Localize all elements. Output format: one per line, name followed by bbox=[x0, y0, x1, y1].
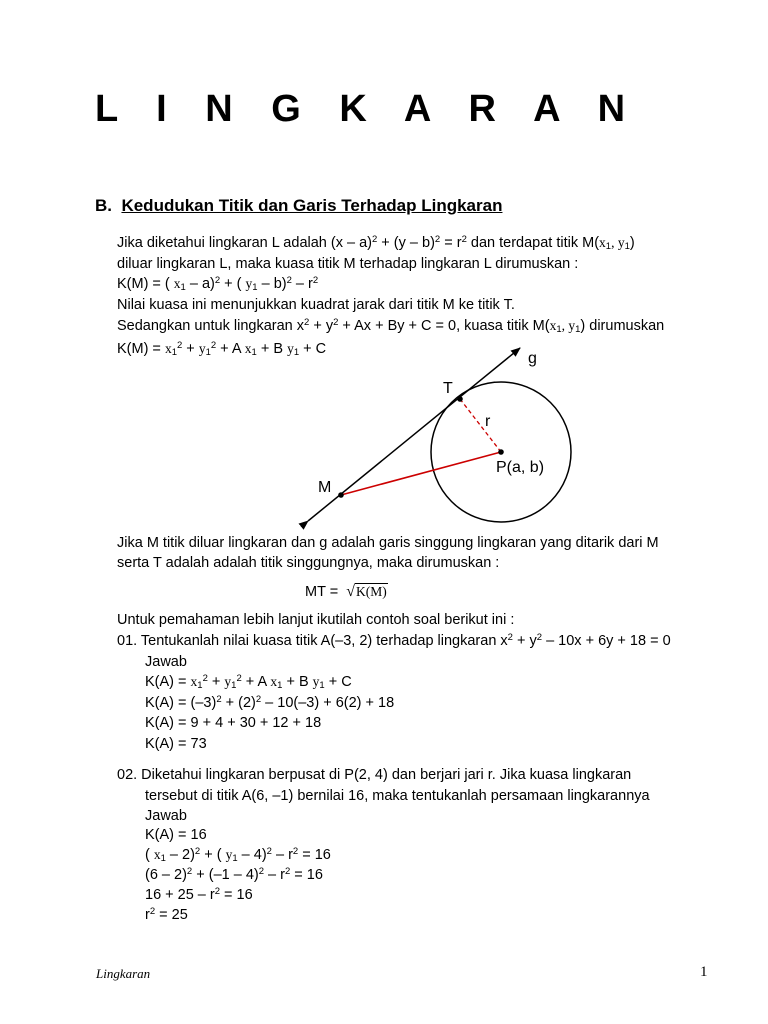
text-segment: tersebut di titik A(6, –1) bernilai 16, maka tentukanlah persamaan lingkarannya bbox=[145, 788, 650, 804]
superscript: 2 bbox=[292, 846, 299, 857]
text-segment: + Ax + By + C = 0, kuasa titik M( bbox=[338, 318, 550, 334]
text-segment: Jika diketahui lingkaran L adalah (x – a) bbox=[117, 235, 372, 251]
text-segment: = 16 bbox=[290, 867, 323, 883]
text-segment: Jawab bbox=[145, 808, 187, 824]
superscript: 2 bbox=[371, 234, 378, 245]
tangent-circle-figure bbox=[290, 340, 590, 540]
text-segment: + y bbox=[512, 633, 537, 649]
text-segment: K(A) = bbox=[145, 674, 191, 690]
variable: y bbox=[245, 276, 253, 291]
variable: y bbox=[287, 341, 294, 356]
text-segment: ) bbox=[629, 235, 635, 251]
answer-label bbox=[145, 807, 187, 825]
text-segment: 01. Tentukanlah nilai kuasa titik A(–3, 2) terhadap lingkaran x bbox=[117, 633, 508, 649]
subscript: 1 bbox=[160, 853, 166, 864]
variable: x bbox=[549, 318, 557, 333]
text-segment: serta T adalah adalah titik singgungnya, maka dirumuskan : bbox=[117, 555, 500, 571]
variable: x bbox=[190, 674, 198, 689]
subscript: 1 bbox=[231, 680, 237, 691]
text-segment: K(A) = (–3) bbox=[145, 695, 217, 711]
text-segment: – b) bbox=[257, 276, 287, 292]
text-segment: + ( bbox=[220, 276, 246, 292]
text-segment: diluar lingkaran L, maka kuasa titik M terhadap lingkaran L dirumuskan : bbox=[117, 256, 579, 272]
subscript: 1 bbox=[232, 853, 238, 864]
superscript: 2 bbox=[286, 275, 292, 286]
subscript: 1 bbox=[605, 241, 612, 252]
label-T: T bbox=[443, 380, 453, 397]
text-segment: (6 – 2) bbox=[145, 867, 187, 883]
text-line bbox=[117, 554, 499, 572]
text-segment: + B bbox=[282, 674, 313, 690]
variable: y bbox=[224, 674, 232, 689]
variable: y bbox=[312, 674, 320, 689]
problem-02-statement bbox=[145, 787, 650, 805]
text-line bbox=[117, 534, 659, 552]
text-segment: dan terdapat titik M( bbox=[466, 235, 600, 251]
solution-step bbox=[145, 694, 394, 712]
superscript: 2 bbox=[266, 846, 272, 857]
subscript: 1 bbox=[180, 282, 186, 293]
text-segment: + (–1 – 4) bbox=[192, 867, 259, 883]
text-segment: Jawab bbox=[145, 654, 187, 670]
variable: x bbox=[164, 341, 172, 356]
segment-MP bbox=[341, 452, 501, 495]
text-segment: – r bbox=[291, 276, 313, 292]
solution-step bbox=[145, 906, 188, 924]
text-segment: + C bbox=[299, 341, 327, 357]
text-line bbox=[117, 234, 635, 252]
variable: x bbox=[244, 341, 252, 356]
text-segment: 02. Diketahui lingkaran berpusat di P(2, 4) dan berjari jari r. Jika kuasa lingkaran bbox=[117, 767, 632, 783]
subscript: 1 bbox=[293, 347, 300, 358]
mt-lhs: MT = bbox=[305, 584, 339, 600]
text-segment: + B bbox=[256, 341, 288, 357]
answer-label bbox=[145, 653, 187, 671]
label-P: P(a, b) bbox=[496, 459, 545, 476]
circle-diagram bbox=[290, 340, 590, 540]
superscript: 2 bbox=[202, 673, 208, 684]
text-segment: – 10x + 6y + 18 = 0 bbox=[542, 633, 671, 649]
superscript: 2 bbox=[194, 846, 201, 857]
page-number: 1 bbox=[700, 964, 708, 980]
point-P bbox=[498, 449, 504, 455]
text-segment: Untuk pemahaman lebih lanjut ikutilah contoh soal berikut ini : bbox=[117, 612, 515, 628]
problem-02-statement bbox=[117, 766, 631, 784]
variable: , y bbox=[611, 235, 625, 250]
footer-title: Lingkaran bbox=[96, 966, 151, 981]
text-segment: Sedangkan untuk lingkaran x bbox=[117, 318, 305, 334]
text-segment: Jika M titik diluar lingkaran dan g adalah garis singgung lingkaran yang ditarik dari M bbox=[117, 535, 659, 551]
superscript: 2 bbox=[434, 234, 441, 245]
text-segment: – r bbox=[271, 847, 293, 863]
superscript: 2 bbox=[236, 673, 242, 684]
subscript: 1 bbox=[197, 680, 203, 691]
superscript: 2 bbox=[149, 906, 156, 917]
superscript: 2 bbox=[536, 632, 543, 643]
text-segment: – 2) bbox=[165, 847, 195, 863]
text-segment: = 25 bbox=[155, 907, 188, 923]
solution-step bbox=[145, 826, 207, 844]
superscript: 2 bbox=[214, 886, 221, 897]
text-segment: + y bbox=[309, 318, 334, 334]
subscript: 1 bbox=[624, 241, 630, 252]
text-line bbox=[117, 296, 515, 314]
superscript: 2 bbox=[284, 866, 291, 877]
text-segment: ) dirumuskan bbox=[580, 318, 665, 334]
subscript: 1 bbox=[252, 282, 258, 293]
subscript: 1 bbox=[251, 347, 257, 358]
solution-step bbox=[145, 735, 207, 753]
solution-step bbox=[145, 846, 331, 864]
text-segment: K(M) = bbox=[117, 341, 165, 357]
text-segment: Nilai kuasa ini menunjukkan kuadrat jarak dari titik M ke titik T. bbox=[117, 297, 515, 313]
section-heading bbox=[95, 196, 502, 216]
label-r: r bbox=[485, 413, 491, 430]
text-segment: K(A) = 16 bbox=[145, 827, 207, 843]
superscript: 2 bbox=[216, 694, 222, 705]
variable: , y bbox=[561, 318, 576, 333]
text-segment: = r bbox=[440, 235, 462, 251]
subscript: 1 bbox=[277, 680, 283, 691]
formula-kuasa-1 bbox=[117, 275, 318, 293]
point-T bbox=[457, 396, 463, 402]
text-segment: + bbox=[207, 674, 225, 690]
text-segment: – r bbox=[264, 867, 285, 883]
solution-step bbox=[145, 673, 352, 691]
text-line bbox=[117, 611, 514, 629]
text-segment: = 16 bbox=[298, 847, 331, 863]
text-segment: 16 + 25 – r bbox=[145, 887, 215, 903]
variable: x bbox=[270, 674, 278, 689]
subscript: 1 bbox=[556, 324, 562, 335]
superscript: 2 bbox=[312, 275, 319, 286]
superscript: 2 bbox=[176, 340, 183, 351]
subscript: 1 bbox=[575, 324, 581, 335]
section-label: B. bbox=[95, 196, 112, 215]
radius-line bbox=[460, 399, 501, 452]
superscript: 2 bbox=[186, 866, 193, 877]
radicand: K(M) bbox=[355, 584, 387, 600]
variable: y bbox=[198, 341, 206, 356]
superscript: 2 bbox=[333, 317, 339, 328]
superscript: 2 bbox=[214, 275, 221, 286]
variable: y bbox=[225, 847, 233, 862]
solution-step bbox=[145, 866, 323, 884]
text-segment: + (y – b) bbox=[377, 235, 435, 251]
subscript: 1 bbox=[171, 347, 177, 358]
subscript: 1 bbox=[319, 680, 325, 691]
text-line bbox=[117, 317, 664, 335]
sqrt-expression bbox=[346, 583, 388, 601]
variable: x bbox=[599, 235, 606, 250]
point-M bbox=[338, 492, 344, 498]
superscript: 2 bbox=[507, 632, 513, 643]
label-M: M bbox=[318, 479, 332, 496]
text-segment: K(A) = 73 bbox=[145, 736, 207, 752]
label-g: g bbox=[528, 350, 537, 367]
text-segment: + ( bbox=[200, 847, 226, 863]
text-line bbox=[117, 255, 578, 273]
text-segment: + (2) bbox=[221, 695, 256, 711]
text-segment: – 10(–3) + 6(2) + 18 bbox=[261, 695, 395, 711]
solution-step bbox=[145, 886, 253, 904]
text-segment: + bbox=[182, 341, 199, 357]
page-title: L I N G K A R A N bbox=[95, 88, 640, 130]
text-segment: r bbox=[145, 907, 150, 923]
superscript: 2 bbox=[258, 866, 265, 877]
text-segment: – 4) bbox=[237, 847, 267, 863]
problem-01-statement bbox=[117, 632, 671, 650]
text-segment: + A bbox=[216, 341, 245, 357]
solution-step bbox=[145, 714, 321, 732]
text-segment: + A bbox=[241, 674, 271, 690]
subscript: 1 bbox=[205, 347, 211, 358]
superscript: 2 bbox=[210, 340, 217, 351]
text-segment: = 16 bbox=[220, 887, 253, 903]
text-segment: – a) bbox=[185, 276, 215, 292]
text-segment: ( bbox=[145, 847, 154, 863]
text-segment: K(A) = 9 + 4 + 30 + 12 + 18 bbox=[145, 715, 322, 731]
superscript: 2 bbox=[255, 694, 262, 705]
superscript: 2 bbox=[461, 234, 467, 245]
variable: x bbox=[173, 276, 181, 291]
text-segment: + C bbox=[324, 674, 352, 690]
sqrt-sign: √ bbox=[346, 583, 355, 601]
superscript: 2 bbox=[304, 317, 310, 328]
variable: x bbox=[153, 847, 161, 862]
formula-mt bbox=[305, 583, 388, 601]
section-title: Kedudukan Titik dan Garis Terhadap Lingkaran bbox=[121, 196, 503, 215]
text-segment: K(M) = ( bbox=[117, 276, 174, 292]
